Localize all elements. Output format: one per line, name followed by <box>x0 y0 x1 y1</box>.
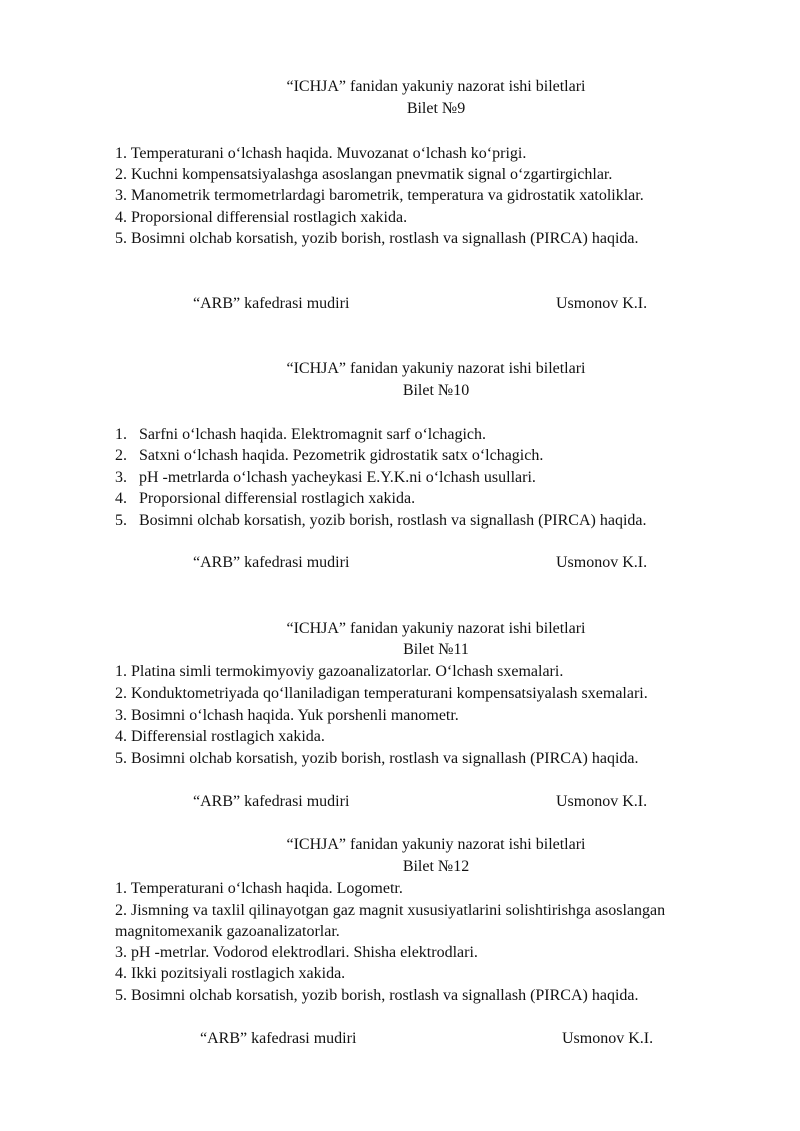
ticket-title: “ICHJA” fanidan yakuniy nazorat ishi biletlari <box>286 78 586 95</box>
question-text: Manometrik termometrlardagi barometrik, temperatura va gidrostatik xatoliklar. <box>131 187 644 204</box>
ticket-number: Bilet №11 <box>403 641 469 658</box>
question-number: 5. <box>115 512 127 529</box>
question-item <box>115 229 639 249</box>
question-item <box>115 511 647 531</box>
question-number: 3. <box>115 187 127 204</box>
question-text: Temperaturani o‘lchash haqida. Logometr. <box>130 880 403 897</box>
question-text: Bosimni olchab korsatish, yozib borish, rostlash va signallash (PIRCA) haqida. <box>131 987 639 1004</box>
question-number: 5. <box>115 230 127 247</box>
question-item <box>115 749 639 769</box>
question-text: Sarfni o‘lchash haqida. Elektromagnit sarf o‘lchagich. <box>139 426 486 443</box>
signature-name: Usmonov K.I. <box>556 554 648 571</box>
question-number: 3. <box>115 707 127 724</box>
question-item <box>115 468 536 488</box>
ticket-title: “ICHJA” fanidan yakuniy nazorat ishi biletlari <box>286 360 586 377</box>
question-text: Jismning va taxlil qilinayotgan gaz magnit xususiyatlarini solishtirishga asoslangan magnitomexanik gazoanalizatorlar. <box>115 902 666 940</box>
question-number: 5. <box>115 987 127 1004</box>
question-number: 2. <box>115 685 127 702</box>
question-text: pH -metrlar. Vodorod elektrodlari. Shisha elektrodlari. <box>131 944 478 961</box>
question-number: 1. <box>115 426 127 443</box>
question-number: 1. <box>115 145 127 162</box>
question-text: pH -metrlarda o‘lchash yacheykasi E.Y.K.ni o‘lchash usullari. <box>139 469 536 486</box>
question-item <box>115 186 644 206</box>
question-item <box>115 144 526 164</box>
question-text: Platina simli termokimyoviy gazoanalizatorlar. O‘lchash sxemalari. <box>131 663 564 680</box>
question-item <box>115 879 403 899</box>
question-number: 4. <box>115 965 127 982</box>
signature-role: “ARB” kafedrasi mudiri <box>200 1030 357 1047</box>
question-text: Proporsional differensial rostlagich xakida. <box>131 209 408 226</box>
question-number: 3. <box>115 944 127 961</box>
question-item <box>115 425 486 445</box>
question-number: 1. <box>115 663 127 680</box>
signature-name: Usmonov K.I. <box>556 295 648 312</box>
signature-role: “ARB” kafedrasi mudiri <box>193 554 350 571</box>
ticket-number: Bilet №9 <box>406 100 466 117</box>
question-item <box>115 489 415 509</box>
question-text: Satxni o‘lchash haqida. Pezometrik gidrostatik satx o‘lchagich. <box>139 447 544 464</box>
ticket-title: “ICHJA” fanidan yakuniy nazorat ishi biletlari <box>286 620 586 637</box>
question-number: 2. <box>115 902 127 919</box>
question-item <box>115 986 639 1006</box>
question-text: Konduktometriyada qo‘llaniladigan temperaturani kompensatsiyalash sxemalari. <box>131 685 648 702</box>
question-item <box>115 662 563 682</box>
question-number: 1. <box>115 880 127 897</box>
signature-name: Usmonov K.I. <box>556 793 648 810</box>
ticket-number: Bilet №10 <box>402 382 470 399</box>
question-number: 2. <box>115 166 127 183</box>
question-number: 4. <box>115 490 127 507</box>
question-text: Bosimni olchab korsatish, yozib borish, rostlash va signallash (PIRCA) haqida. <box>131 230 639 247</box>
question-item <box>115 706 459 726</box>
question-number: 5. <box>115 750 127 767</box>
question-item <box>115 727 325 747</box>
question-item <box>115 165 612 185</box>
question-item <box>115 684 648 704</box>
question-item <box>115 964 345 984</box>
question-number: 4. <box>115 728 127 745</box>
ticket-title: “ICHJA” fanidan yakuniy nazorat ishi biletlari <box>286 836 586 853</box>
question-text: Bosimni olchab korsatish, yozib borish, rostlash va signallash (PIRCA) haqida. <box>139 512 647 529</box>
question-text: Bosimni o‘lchash haqida. Yuk porshenli manometr. <box>131 707 459 724</box>
question-text: Differensial rostlagich xakida. <box>131 728 325 745</box>
question-number: 3. <box>115 469 127 486</box>
question-item <box>115 900 715 942</box>
question-item <box>115 446 543 466</box>
question-item <box>115 208 407 228</box>
question-number: 2. <box>115 447 127 464</box>
question-item <box>115 943 478 963</box>
question-text: Bosimni olchab korsatish, yozib borish, rostlash va signallash (PIRCA) haqida. <box>131 750 639 767</box>
question-text: Kuchni kompensatsiyalashga asoslangan pnevmatik signal o‘zgartirgichlar. <box>131 166 613 183</box>
question-text: Proporsional differensial rostlagich xakida. <box>139 490 416 507</box>
signature-name: Usmonov K.I. <box>562 1030 654 1047</box>
signature-role: “ARB” kafedrasi mudiri <box>193 295 350 312</box>
question-text: Temperaturani o‘lchash haqida. Muvozanat o‘lchash ko‘prigi. <box>130 145 527 162</box>
ticket-number: Bilet №12 <box>402 858 470 875</box>
question-number: 4. <box>115 209 127 226</box>
signature-role: “ARB” kafedrasi mudiri <box>193 793 350 810</box>
question-text: Ikki pozitsiyali rostlagich xakida. <box>131 965 346 982</box>
